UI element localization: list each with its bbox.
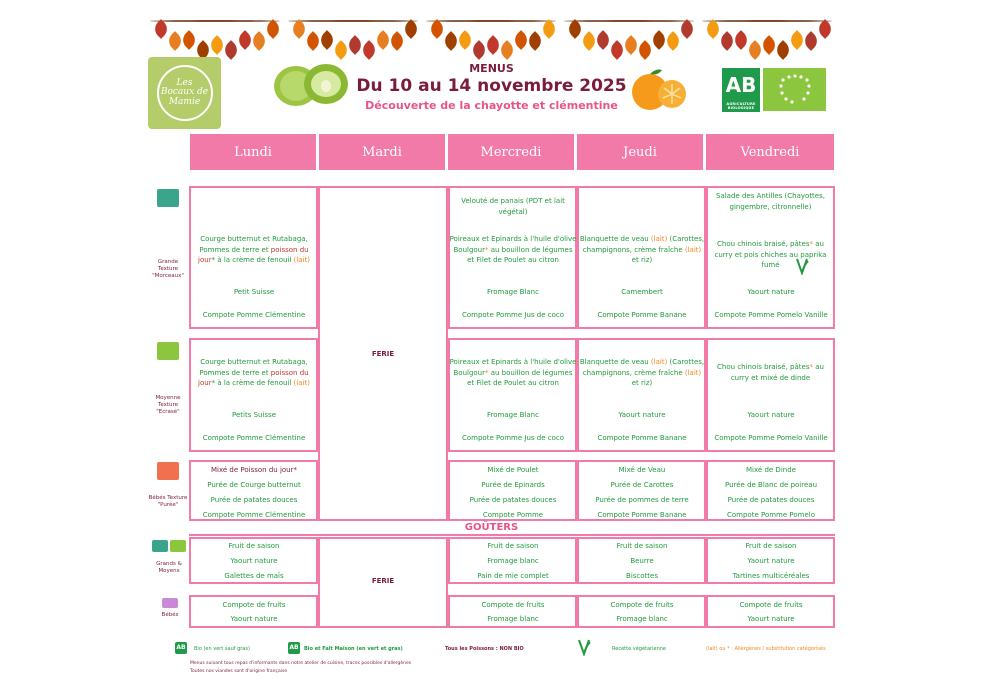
legend-poissons: Tous les Poissons : NON BIO	[445, 646, 524, 652]
garland-leaf-icon	[345, 35, 365, 55]
gouter-bebes-vendredi-1: Compote de fruits	[739, 601, 803, 609]
day-header-mercredi: Mercredi	[448, 134, 574, 170]
gouter-bebes-lundi-2: Yaourt nature	[230, 615, 278, 623]
gouter-bebes-jeudi-2: Fromage blanc	[616, 615, 668, 623]
garland-leaf-icon	[801, 31, 821, 51]
garland-leaf-icon	[249, 31, 269, 51]
day-header-mardi: Mardi	[319, 134, 445, 170]
legend-vegetarian-icon	[577, 638, 591, 656]
garland-leaf-icon	[759, 35, 779, 55]
gouter-bebes-vendredi-2: Yaourt nature	[747, 615, 795, 623]
autumn-garland	[150, 14, 834, 58]
gouter-grands-jeudi-3: Biscottes	[626, 572, 658, 580]
bebe-mercredi-line-3: Purée de patates douces	[469, 496, 557, 504]
grande-texture-icon	[157, 189, 179, 207]
grands-icon	[152, 540, 168, 552]
gouter-grands-lundi-1: Fruit de saison	[228, 542, 280, 550]
moyenne-mercredi-laitage: Fromage Blanc	[487, 411, 539, 419]
grande-vendredi-plat: Chou chinois braisé, pâtes* au curry et pois chiches au paprika fumé	[714, 240, 827, 269]
garland-leaf-icon	[289, 19, 309, 39]
garland-leaf-icon	[221, 40, 241, 60]
bebe-mercredi-line-1: Mixé de Poulet	[487, 466, 539, 474]
garland-leaf-icon	[663, 31, 683, 51]
moyenne-jeudi-dessert: Compote Pomme Banane	[597, 434, 687, 442]
grande-jeudi-dessert: Compote Pomme Banane	[597, 311, 687, 319]
garland-leaf-icon	[359, 40, 379, 60]
garland-leaf-icon	[525, 31, 545, 51]
garland-leaf-icon	[151, 19, 171, 39]
grande-mercredi-laitage: Fromage Blanc	[487, 288, 539, 296]
bebe-jeudi-line-2: Purée de Carottes	[610, 481, 674, 489]
grande-jeudi-plat: Blanquette de veau (lait) (Carottes, champignons, crème fraîche (lait) et riz)	[579, 235, 705, 264]
gouter-ferie-label: FERIE	[371, 577, 395, 585]
gouter-grands-lundi-2: Yaourt nature	[230, 557, 278, 565]
date-range: Du 10 au 14 novembre 2025	[356, 76, 627, 96]
vegetarian-icon	[795, 257, 809, 275]
ab-small-icon-2: AB	[288, 642, 300, 654]
garland-leaf-icon	[207, 35, 227, 55]
menus-title: MENUS	[469, 62, 514, 75]
grande-lundi-dessert: Compote Pomme Clémentine	[202, 311, 306, 319]
moyenne-mercredi-plat: Poireaux et Epinards à l'huile d'olive Boulgour* au bouillon de légumes et Filet de Poulet au citron	[449, 358, 577, 387]
moyenne-texture-label: Moyenne Texture "Ecrasé"	[155, 395, 181, 415]
gouter-bebes-mercredi-2: Fromage blanc	[487, 615, 539, 623]
grande-jeudi-laitage: Camembert	[621, 288, 663, 296]
moyenne-mercredi-dessert: Compote Pomme Jus de coco	[461, 434, 565, 442]
legend-bio-vert: Bio (en vert sauf gras)	[194, 646, 250, 652]
discovery-subtitle: Découverte de la chayotte et clémentine	[365, 99, 618, 112]
grande-vendredi-laitage: Yaourt nature	[747, 288, 795, 296]
garland-leaf-icon	[565, 19, 585, 39]
bebe-vendredi-line-4: Compote Pomme Pomelo	[726, 511, 816, 519]
gouter-bebes-jeudi-1: Compote de fruits	[610, 601, 674, 609]
ab-small-icon: AB	[175, 642, 187, 654]
garland-leaf-icon	[263, 19, 283, 39]
moyens-icon	[170, 540, 186, 552]
grande-vendredi-dessert: Compote Pomme Pomelo Vanille	[714, 311, 828, 319]
gouter-bebes-mercredi-1: Compote de fruits	[481, 601, 545, 609]
garland-leaf-icon	[703, 19, 723, 39]
day-header-lundi: Lundi	[190, 134, 316, 170]
moyenne-jeudi-plat: Blanquette de veau (lait) (Carottes, champignons, crème fraîche (lait) et riz)	[579, 358, 705, 387]
grande-mercredi-entree: Velouté de panais (PDT et lait végétal)	[461, 197, 565, 216]
moyenne-vendredi-laitage: Yaourt nature	[747, 411, 795, 419]
legend-vege: Recette végétarienne	[612, 646, 666, 652]
day-header-jeudi: Jeudi	[577, 134, 703, 170]
legend-allergenes: (lait) ou * : Allergènes / substitution catégorisés	[706, 646, 826, 652]
garland-leaf-icon	[635, 40, 655, 60]
logo-text: Les Bocaux de Mamie	[157, 65, 213, 121]
grande-mercredi-plat: Poireaux et Epinards à l'huile d'olive Boulgour* au bouillon de légumes et Filet de Poulet au citron	[449, 235, 577, 264]
gouter-grands-mercredi-1: Fruit de saison	[487, 542, 539, 550]
ferie-label: FERIE	[371, 350, 395, 358]
legend-bio-local: Bio et Fait Maison (en vert et gras)	[304, 646, 403, 652]
moyenne-vendredi-dessert: Compote Pomme Pomelo Vanille	[714, 434, 828, 442]
bebe-mercredi-line-4: Compote Pomme	[482, 511, 544, 519]
grande-vendredi-entree: Salade des Antilles (Chayottes, gingembre, citronnelle)	[716, 192, 825, 211]
garland-leaf-icon	[387, 31, 407, 51]
bebe-vendredi-line-1: Mixé de Dinde	[746, 466, 796, 474]
garland-leaf-icon	[497, 40, 517, 60]
grande-mercredi-dessert: Compote Pomme Jus de coco	[461, 311, 565, 319]
ab-bio-logo: AB AGRICULTURE BIOLOGIQUE	[722, 68, 760, 112]
moyenne-lundi-dessert: Compote Pomme Clémentine	[202, 434, 306, 442]
gouter-grands-vendredi-1: Fruit de saison	[745, 542, 797, 550]
bebe-jeudi-line-4: Compote Pomme Banane	[597, 511, 687, 519]
gouter-bebes-lundi-1: Compote de fruits	[222, 601, 286, 609]
moyenne-lundi-laitage: Petits Suisse	[231, 411, 276, 419]
moyenne-jeudi-laitage: Yaourt nature	[618, 411, 666, 419]
bebe-lundi-line-4: Compote Pomme Clémentine	[202, 511, 306, 519]
garland-leaf-icon	[621, 35, 641, 55]
gouter-grands-vendredi-3: Tartines multicéréales	[732, 572, 810, 580]
bebe-texture-icon	[157, 462, 179, 480]
moyenne-texture-icon	[157, 342, 179, 360]
grande-lundi-laitage: Petit Suisse	[233, 288, 275, 296]
gouter-grands-mercredi-3: Pain de mie complet	[477, 572, 549, 580]
bebe-texture-label: Bébés Texture "Purée"	[148, 495, 188, 508]
gouter-grands-lundi-3: Galettes de maïs	[224, 572, 284, 580]
gouter-grands-label: Grands & Moyens	[156, 561, 182, 574]
gouter-bebes-label: Bébés	[161, 612, 179, 618]
garland-leaf-icon	[539, 19, 559, 39]
gouter-grands-mercredi-2: Fromage blanc	[487, 557, 539, 565]
bebe-jeudi-line-1: Mixé de Veau	[618, 466, 666, 474]
gouters-divider	[189, 534, 835, 536]
bebe-lundi-line-1: Mixé de Poisson du jour*	[210, 466, 297, 474]
garland-leaf-icon	[677, 19, 697, 39]
legend-note-1: Menus suivant tous repas d'informants dans notre atelier de cuisine, traces possibles d'allergènes	[190, 661, 412, 666]
bebe-vendredi-line-2: Purée de Blanc de poireau	[724, 481, 818, 489]
legend-note-2: Toutes nos viandes sont d'origine française	[190, 669, 288, 674]
bebe-lundi-line-2: Purée de Courge butternut	[207, 481, 301, 489]
bebe-vendredi-line-3: Purée de patates douces	[727, 496, 815, 504]
garland-leaf-icon	[427, 19, 447, 39]
moyenne-lundi-plat: Courge butternut et Rutabaga, Pommes de terre et poisson du jour* à la crème de fenouil (lait)	[198, 358, 310, 387]
gouter-grands-jeudi-2: Beurre	[630, 557, 654, 565]
garland-leaf-icon	[815, 19, 835, 39]
garland-leaf-icon	[773, 40, 793, 60]
grande-texture-label: Grande Texture "Morceaux"	[152, 259, 184, 279]
garland-leaf-icon	[401, 19, 421, 39]
gouter-grands-jeudi-1: Fruit de saison	[616, 542, 668, 550]
bebe-jeudi-line-3: Purée de pommes de terre	[595, 496, 689, 504]
garland-leaf-icon	[483, 35, 503, 55]
day-header-vendredi: Vendredi	[706, 134, 834, 170]
bebe-mercredi-line-2: Purée de Epinards	[481, 481, 545, 489]
gouter-grands-vendredi-2: Yaourt nature	[747, 557, 795, 565]
grande-lundi-plat: Courge butternut et Rutabaga, Pommes de terre et poisson du jour* à la crème de fenouil (lait)	[198, 235, 310, 264]
gouters-title: GOÛTERS	[464, 522, 519, 533]
bebes-icon	[162, 598, 178, 608]
moyenne-vendredi-plat: Chou chinois braisé, pâtes* au curry et mixé de dinde	[717, 363, 824, 382]
bebe-lundi-line-3: Purée de patates douces	[210, 496, 298, 504]
